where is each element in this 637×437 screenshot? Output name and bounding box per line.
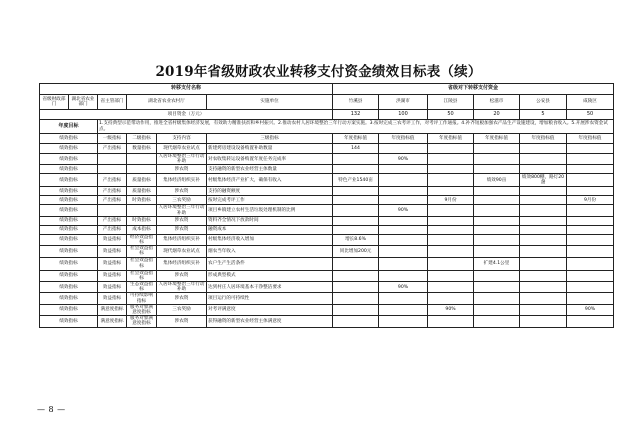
content-cell: 人居环境整治三年行动补助: [157, 154, 207, 165]
content-cell: 集体经济组织实补: [157, 257, 207, 270]
annual-value-cell: [520, 293, 567, 304]
level1-cell: 产出指标: [98, 196, 127, 205]
annual-value-cell: [474, 270, 520, 281]
level3-cell: 项目乡镇建立农村生活垃圾处理机制的比例: [207, 205, 333, 216]
annual-value-cell: [520, 282, 567, 293]
annual-value-cell: [474, 216, 520, 225]
annual-value-cell: [520, 257, 567, 270]
annual-value-cell: [474, 304, 520, 315]
level2-cell: 服务对象满意度指标: [127, 304, 157, 315]
performance-table-wrapper: [39, 83, 613, 328]
annual-value-cell: [520, 304, 567, 315]
page-number: — 8 —: [37, 405, 66, 414]
annual-value-cell: [428, 282, 474, 293]
perf-indicator-cell: 绩效指标: [40, 270, 98, 281]
annual-value-cell: [379, 293, 428, 304]
level1-cell: 满意度指标: [98, 316, 127, 327]
column-header-row: [40, 134, 614, 144]
level3-cell: 融资成本: [207, 225, 333, 234]
header-row-1: [40, 84, 614, 95]
annual-value-cell: 9月份: [567, 196, 614, 205]
annual-value-header: 年度指标值: [520, 134, 567, 144]
annual-goal-text: 1.支持典型示范带动作用，推进全省村级集体经济发展，有效助力精准扶贫和乡村振兴。2.推动农村人居环境整治三年行动方案实施。3.按时完成三农考评工作，对考评工作通报。4.补齐短板加强农产品生产设施建设，增加粮食收入。5.开展涉农资金试点。: [98, 120, 614, 134]
level1-cell: 效益指标: [98, 282, 127, 293]
annual-value-cell: [474, 316, 520, 327]
level3-cell: 对考评满意度: [207, 304, 333, 315]
unit-cell: 咸陵区: [567, 95, 614, 110]
level3-cell: 达到村庄人居环境基本干净整洁要求: [207, 282, 333, 293]
annual-value-cell: [474, 165, 520, 174]
annual-value-header: 年度指标值: [474, 134, 520, 144]
annual-value-cell: [333, 257, 379, 270]
level1-cell: 产出指标: [98, 225, 127, 234]
annual-value-cell: [520, 187, 567, 196]
annual-value-cell: [567, 234, 614, 245]
perf-indicator-cell: 绩效指标: [40, 187, 98, 196]
content-cell: 现代烟草农业试点: [157, 246, 207, 257]
funds-value: 50: [567, 110, 614, 120]
level1-cell: 产出指标: [98, 144, 127, 154]
perf-indicator-cell: 绩效指标: [40, 234, 98, 245]
level3-cell: 对农收集转运设备购置年度任务完成率: [207, 154, 333, 165]
funds-value: 132: [333, 110, 379, 120]
level3-cell: 形成典型模式: [207, 270, 333, 281]
content-cell: 集体经济组织实补: [157, 174, 207, 187]
unit-cell: 洪湖市: [379, 95, 428, 110]
unit-cell: 竹溪县: [333, 95, 379, 110]
annual-value-cell: [333, 293, 379, 304]
annual-value-cell: [379, 257, 428, 270]
perf-indicator-cell: 绩效指标: [40, 293, 98, 304]
indicator-row: [40, 174, 614, 187]
funds-label: 项目资金（万元）: [40, 110, 333, 120]
level1-cell: 产出指标: [98, 187, 127, 196]
level2-cell: 质量指标: [127, 174, 157, 187]
annual-value-cell: [428, 154, 474, 165]
level2-cell: 成本指标: [127, 225, 157, 234]
annual-value-cell: 90%: [567, 304, 614, 315]
annual-value-cell: [567, 282, 614, 293]
level1-cell: 产出指标: [98, 216, 127, 225]
annual-value-cell: [520, 196, 567, 205]
level1-cell: [98, 154, 127, 165]
annual-value-cell: [428, 270, 474, 281]
annual-value-cell: [333, 282, 379, 293]
annual-value-cell: [567, 293, 614, 304]
annual-value-cell: [428, 257, 474, 270]
funds-value: 100: [379, 110, 428, 120]
annual-value-cell: [474, 154, 520, 165]
annual-value-cell: [474, 234, 520, 245]
annual-value-cell: 同比增加200元: [333, 246, 379, 257]
annual-value-cell: [333, 196, 379, 205]
level1-cell: [98, 165, 127, 174]
perf-indicator-cell: 绩效指标: [40, 282, 98, 293]
indicator-row: [40, 216, 614, 225]
annual-value-cell: [520, 216, 567, 225]
level1-cell: 效益指标: [98, 246, 127, 257]
annual-value-cell: [379, 270, 428, 281]
annual-value-cell: [520, 154, 567, 165]
level3-header: 三级指标: [207, 134, 333, 144]
level1-cell: 产出指标: [98, 174, 127, 187]
document-title: 2019年省级财政农业转移支付资金绩效目标表（续）: [155, 64, 482, 80]
level1-cell: 效益指标: [98, 270, 127, 281]
annual-value-cell: [520, 165, 567, 174]
level2-cell: 社会效益指标: [127, 257, 157, 270]
annual-value-cell: [333, 165, 379, 174]
annual-value-cell: [474, 196, 520, 205]
annual-value-cell: [379, 304, 428, 315]
funds-value: 20: [474, 110, 520, 120]
unit-cell: 松滋市: [474, 95, 520, 110]
level2-cell: [127, 205, 157, 216]
level2-cell: 服务对象满意度指标: [127, 316, 157, 327]
indicator-row: [40, 144, 614, 154]
content-cell: 人居环境整治三年行动补助: [157, 205, 207, 216]
annual-value-header: 年度指标值: [567, 134, 614, 144]
annual-value-cell: [520, 144, 567, 154]
performance-target-table: [39, 83, 614, 328]
annual-goal-row: [40, 120, 614, 134]
level3-cell: 获得融资的新型农业经营主体满意度: [207, 316, 333, 327]
annual-value-cell: [428, 205, 474, 216]
annual-value-cell: 144: [333, 144, 379, 154]
content-cell: 涉农资: [157, 270, 207, 281]
level2-cell: 生态效益指标: [127, 282, 157, 293]
annual-value-cell: [567, 246, 614, 257]
annual-value-cell: [474, 282, 520, 293]
annual-value-cell: [333, 316, 379, 327]
level3-cell: 农户生产生活条件: [207, 257, 333, 270]
impl-unit-cell: 实施单位: [207, 95, 333, 110]
level3-cell: 村级集体经济收入增加: [207, 234, 333, 245]
annual-value-cell: [379, 144, 428, 154]
unit-cell: 江陵县: [428, 95, 474, 110]
header-row-2: [40, 95, 614, 110]
annual-value-cell: [428, 293, 474, 304]
level3-cell: 项目运行的可持续性: [207, 293, 333, 304]
level1-cell: 满意度指标: [98, 304, 127, 315]
annual-value-cell: [333, 187, 379, 196]
perf-indicator-header: 绩效指标: [40, 134, 98, 144]
annual-value-cell: 90%: [379, 154, 428, 165]
content-header: 支持内容: [157, 134, 207, 144]
funds-row: [40, 110, 614, 120]
annual-value-cell: [474, 246, 520, 257]
level2-cell: 社会效益指标: [127, 270, 157, 281]
project-name-header: 转移支付名称: [40, 84, 333, 95]
annual-value-cell: 特色产业1540亩: [333, 174, 379, 187]
annual-goal-label: 年度目标: [40, 120, 98, 134]
level2-header: 二级指标: [127, 134, 157, 144]
annual-value-cell: [379, 316, 428, 327]
annual-value-header: 年度指标值: [379, 134, 428, 144]
annual-value-cell: [520, 234, 567, 245]
annual-value-cell: [379, 234, 428, 245]
level3-cell: 支持的融资额度: [207, 187, 333, 196]
annual-value-cell: [474, 205, 520, 216]
annual-value-cell: [567, 316, 614, 327]
annual-value-cell: [567, 174, 614, 187]
annual-value-cell: [520, 225, 567, 234]
annual-value-cell: [567, 144, 614, 154]
annual-value-cell: [333, 304, 379, 315]
annual-value-cell: [428, 144, 474, 154]
provincial-finance-cell: 省级财政部门: [40, 95, 69, 110]
annual-value-cell: [520, 316, 567, 327]
annual-value-cell: [567, 270, 614, 281]
indicator-row: [40, 225, 614, 234]
annual-value-cell: [379, 174, 428, 187]
annual-value-cell: [428, 216, 474, 225]
annual-value-cell: [474, 225, 520, 234]
funds-value: 50: [428, 110, 474, 120]
level2-cell: [127, 165, 157, 174]
annual-value-cell: [520, 270, 567, 281]
perf-indicator-cell: 绩效指标: [40, 165, 98, 174]
level2-cell: 时效指标: [127, 216, 157, 225]
indicator-row: [40, 270, 614, 281]
annual-value-cell: [428, 234, 474, 245]
perf-indicator-cell: 绩效指标: [40, 246, 98, 257]
level1-cell: 效益指标: [98, 257, 127, 270]
indicator-row: [40, 187, 614, 196]
annual-value-cell: [428, 174, 474, 187]
annual-value-cell: [428, 187, 474, 196]
level3-cell: 支持融资的新型农业经营主体数量: [207, 165, 333, 174]
level1-cell: 效益指标: [98, 234, 127, 245]
perf-indicator-cell: 绩效指标: [40, 257, 98, 270]
content-cell: 涉农资: [157, 293, 207, 304]
indicator-row: [40, 282, 614, 293]
annual-value-cell: [333, 225, 379, 234]
perf-indicator-cell: 绩效指标: [40, 316, 98, 327]
annual-value-cell: 90%: [428, 304, 474, 315]
level3-cell: 新建烤房建设设备购置补助数量: [207, 144, 333, 154]
indicator-row: [40, 246, 614, 257]
annual-value-cell: [333, 154, 379, 165]
annual-value-cell: [428, 225, 474, 234]
annual-value-cell: [333, 270, 379, 281]
indicator-row: [40, 165, 614, 174]
indicator-row: [40, 257, 614, 270]
perf-indicator-cell: 绩效指标: [40, 304, 98, 315]
annual-value-cell: [333, 205, 379, 216]
funds-value: 5: [520, 110, 567, 120]
annual-value-cell: [474, 187, 520, 196]
annual-value-cell: [379, 196, 428, 205]
indicator-row: [40, 234, 614, 245]
perf-indicator-cell: 绩效指标: [40, 216, 98, 225]
perf-indicator-cell: 绩效指标: [40, 144, 98, 154]
level2-cell: 质量指标: [127, 187, 157, 196]
indicator-row: [40, 316, 614, 327]
annual-value-cell: 增长8.6%: [333, 234, 379, 245]
content-cell: 涉农资: [157, 187, 207, 196]
annual-value-cell: [520, 246, 567, 257]
content-cell: 三农奖励: [157, 196, 207, 205]
level3-cell: 烟农当年收入: [207, 246, 333, 257]
level2-cell: [127, 154, 157, 165]
annual-value-cell: [567, 154, 614, 165]
annual-value-cell: [428, 316, 474, 327]
content-cell: 三农奖励: [157, 304, 207, 315]
content-cell: 集体经济组织实补: [157, 234, 207, 245]
annual-value-header: 年度指标值: [428, 134, 474, 144]
allocation-header: 省级对下转移支付资金: [333, 84, 614, 95]
annual-value-cell: [379, 165, 428, 174]
annual-value-cell: [379, 225, 428, 234]
level2-cell: 经济效益指标: [127, 234, 157, 245]
indicator-row: [40, 293, 614, 304]
annual-value-cell: [567, 257, 614, 270]
level1-cell: 效益指标: [98, 293, 127, 304]
annual-value-cell: 绩效90亩: [474, 174, 520, 187]
level1-header: 一级指标: [98, 134, 127, 144]
level2-cell: 数量指标: [127, 144, 157, 154]
annual-value-cell: [379, 187, 428, 196]
indicator-row: [40, 154, 614, 165]
annual-value-cell: 扩建4.1公里: [474, 257, 520, 270]
annual-value-cell: 绩效800棚，路灯20盏: [520, 174, 567, 187]
level2-cell: 社会效益指标: [127, 246, 157, 257]
level3-cell: 资料齐全情况下放款时间: [207, 216, 333, 225]
content-cell: 涉农资: [157, 225, 207, 234]
content-cell: 人居环境整治三年行动补助: [157, 282, 207, 293]
perf-indicator-cell: 绩效指标: [40, 174, 98, 187]
annual-value-cell: [567, 225, 614, 234]
annual-value-cell: [567, 216, 614, 225]
dept-name-cell: 湖北省农业农村厅: [127, 95, 207, 110]
indicator-row: [40, 196, 614, 205]
perf-indicator-cell: 绩效指标: [40, 154, 98, 165]
annual-value-cell: [379, 216, 428, 225]
indicator-row: [40, 205, 614, 216]
annual-value-cell: [428, 246, 474, 257]
content-cell: 涉农资: [157, 165, 207, 174]
perf-indicator-cell: 绩效指标: [40, 225, 98, 234]
level1-cell: [98, 205, 127, 216]
annual-value-cell: [567, 205, 614, 216]
level3-cell: 村级集体经济产业扩大，确保有收入: [207, 174, 333, 187]
annual-value-cell: [333, 216, 379, 225]
level3-cell: 按时完成考评工作: [207, 196, 333, 205]
level2-cell: 时效指标: [127, 196, 157, 205]
annual-value-cell: 90%: [379, 282, 428, 293]
annual-value-header: 年度指标值: [333, 134, 379, 144]
annual-value-cell: [520, 205, 567, 216]
annual-value-cell: [474, 293, 520, 304]
indicator-row: [40, 304, 614, 315]
content-cell: 现代烟草农业试点: [157, 144, 207, 154]
annual-value-cell: 90%: [379, 205, 428, 216]
annual-value-cell: 9月份: [428, 196, 474, 205]
annual-value-cell: [428, 165, 474, 174]
content-cell: 涉农资: [157, 316, 207, 327]
unit-cell: 公安县: [520, 95, 567, 110]
perf-indicator-cell: 绩效指标: [40, 196, 98, 205]
annual-value-cell: [567, 165, 614, 174]
annual-value-cell: [379, 246, 428, 257]
content-cell: 涉农资: [157, 216, 207, 225]
annual-value-cell: [474, 144, 520, 154]
level2-cell: 可持续影响指标: [127, 293, 157, 304]
competent-dept-cell: 省主管部门: [98, 95, 127, 110]
perf-indicator-cell: 绩效指标: [40, 205, 98, 216]
annual-value-cell: [567, 187, 614, 196]
provincial-dept-cell: 湖北省农业部门: [69, 95, 98, 110]
